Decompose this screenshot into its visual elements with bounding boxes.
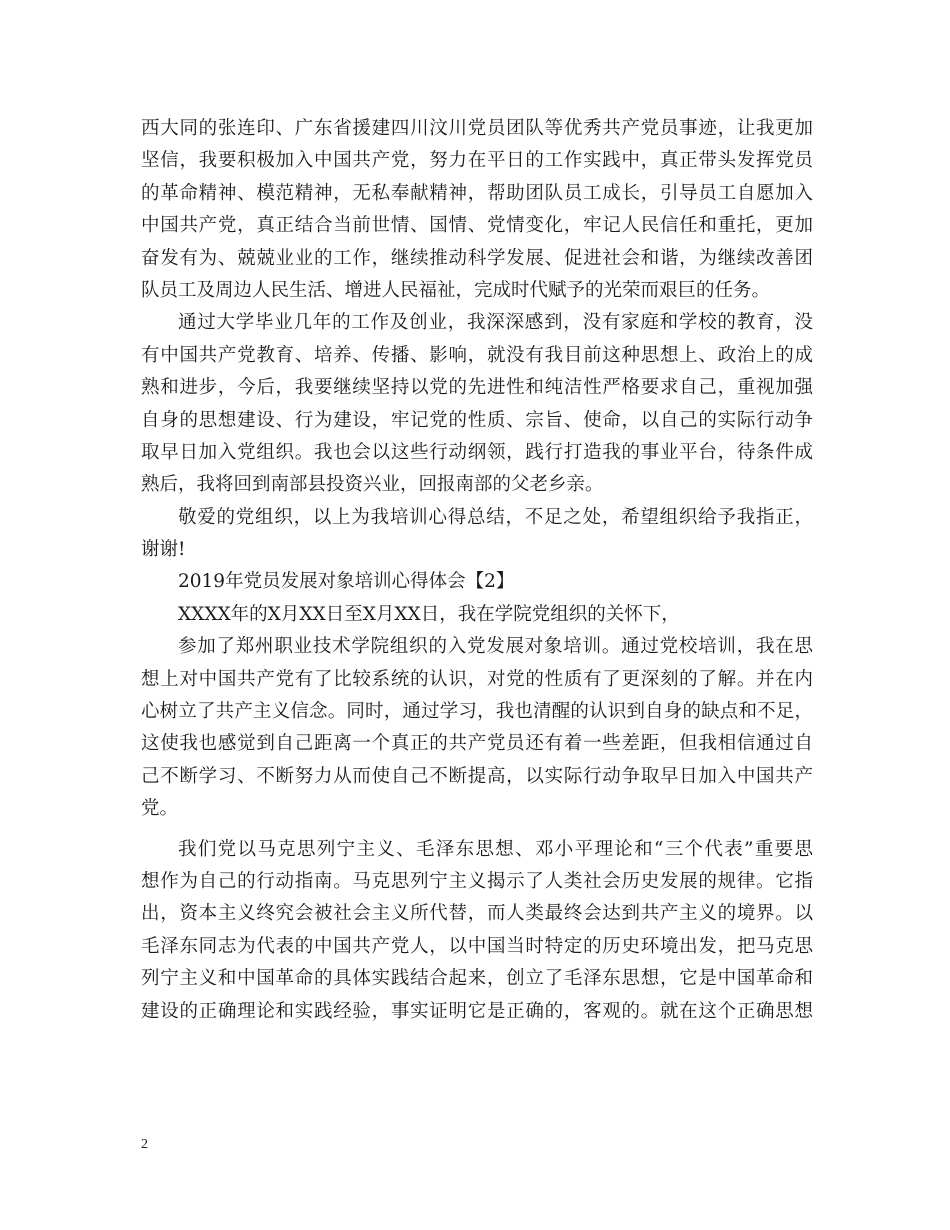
text-line: 出，资本主义终究会被社会主义所代替，而人类最终会达到共产主义的境界。以	[141, 903, 813, 925]
text-line: 列宁主义和中国革命的具体实践结合起来，创立了毛泽东思想，它是中国革命和	[141, 968, 813, 990]
text-line: 熟后，我将回到南部县投资兴业，回报南部的父老乡亲。	[141, 474, 604, 496]
paragraph	[141, 113, 813, 307]
text-line: 党。	[141, 798, 179, 820]
text-line: 自身的思想建设、行为建设，牢记党的性质、宗旨、使命，以自己的实际行动争	[141, 409, 813, 431]
text-line: 敬爱的党组织，以上为我培训心得总结，不足之处，希望组织给予我指正，	[178, 506, 813, 528]
text-line: 取早日加入党组织。我也会以这些行动纲领，践行打造我的事业平台，待条件成	[141, 441, 813, 463]
text-line: 参加了郑州职业技术学院组织的入党发展对象培训。通过党校培训，我在思	[178, 636, 813, 658]
paragraph	[141, 834, 813, 1028]
text-line: 这使我也感觉到自己距离一个真正的共产党员还有着一些差距，但我相信通过自	[141, 733, 813, 755]
text-line: 我们党以马克思列宁主义、毛泽东思想、邓小平理论和“三个代表”重要思	[178, 838, 813, 860]
paragraph	[141, 307, 813, 501]
text-line: 的革命精神、模范精神，无私奉献精神，帮助团队员工成长，引导员工自愿加入	[141, 182, 813, 204]
text-line: 想上对中国共产党有了比较系统的认识，对党的性质有了更深刻的了解。并在内	[141, 668, 813, 690]
paragraph	[141, 631, 813, 825]
text-line: 谢谢!	[141, 539, 186, 561]
text-line: 西大同的张连印、广东省援建四川汶川党员团队等优秀共产党员事迹，让我更加	[141, 118, 813, 139]
text-line: XXXX年的X月XX日至X月XX日，我在学院党组织的关怀下，	[178, 603, 680, 625]
paragraph	[141, 502, 813, 567]
text-line: 建设的正确理论和实践经验，事实证明它是正确的，客观的。就在这个正确思想	[141, 1000, 813, 1022]
document-body	[141, 113, 813, 1028]
text-line: 坚信，我要积极加入中国共产党，努力在平日的工作实践中，真正带头发挥党员	[141, 150, 813, 172]
text-line: 奋发有为、兢兢业业的工作，继续推动科学发展、促进社会和谐，为继续改善团	[141, 247, 813, 269]
text-line: 有中国共产党教育、培养、传播、影响，就没有我目前这种思想上、政治上的成	[141, 344, 813, 366]
text-line: 心树立了共产主义信念。同时，通过学习，我也清醒的认识到自身的缺点和不足，	[141, 701, 813, 723]
page-number: 2	[141, 1137, 148, 1152]
text-line: 己不断学习、不断努力从而使自己不断提高，以实际行动争取早日加入中国共产	[141, 765, 813, 787]
text-line: 想作为自己的行动指南。马克思列宁主义揭示了人类社会历史发展的规律。它指	[141, 870, 813, 892]
text-line: 中国共产党，真正结合当前世情、国情、党情变化，牢记人民信任和重托，更加	[141, 215, 813, 237]
text-line: 通过大学毕业几年的工作及创业，我深深感到，没有家庭和学校的教育，没	[178, 312, 813, 334]
text-line: 熟和进步，今后，我要继续坚持以党的先进性和纯洁性严格要求自己，重视加强	[141, 377, 813, 399]
paragraph	[141, 599, 813, 631]
paragraph-spacing	[141, 826, 813, 834]
text-line: 队员工及周边人民生活、增进人民福祉，完成时代赋予的光荣而艰巨的任务。	[141, 279, 771, 301]
section-heading	[141, 566, 813, 598]
heading-line: 2019年党员发展对象培训心得体会【2】	[178, 571, 515, 593]
text-line: 毛泽东同志为代表的中国共产党人，以中国当时特定的历史环境出发，把马克思	[141, 935, 813, 957]
